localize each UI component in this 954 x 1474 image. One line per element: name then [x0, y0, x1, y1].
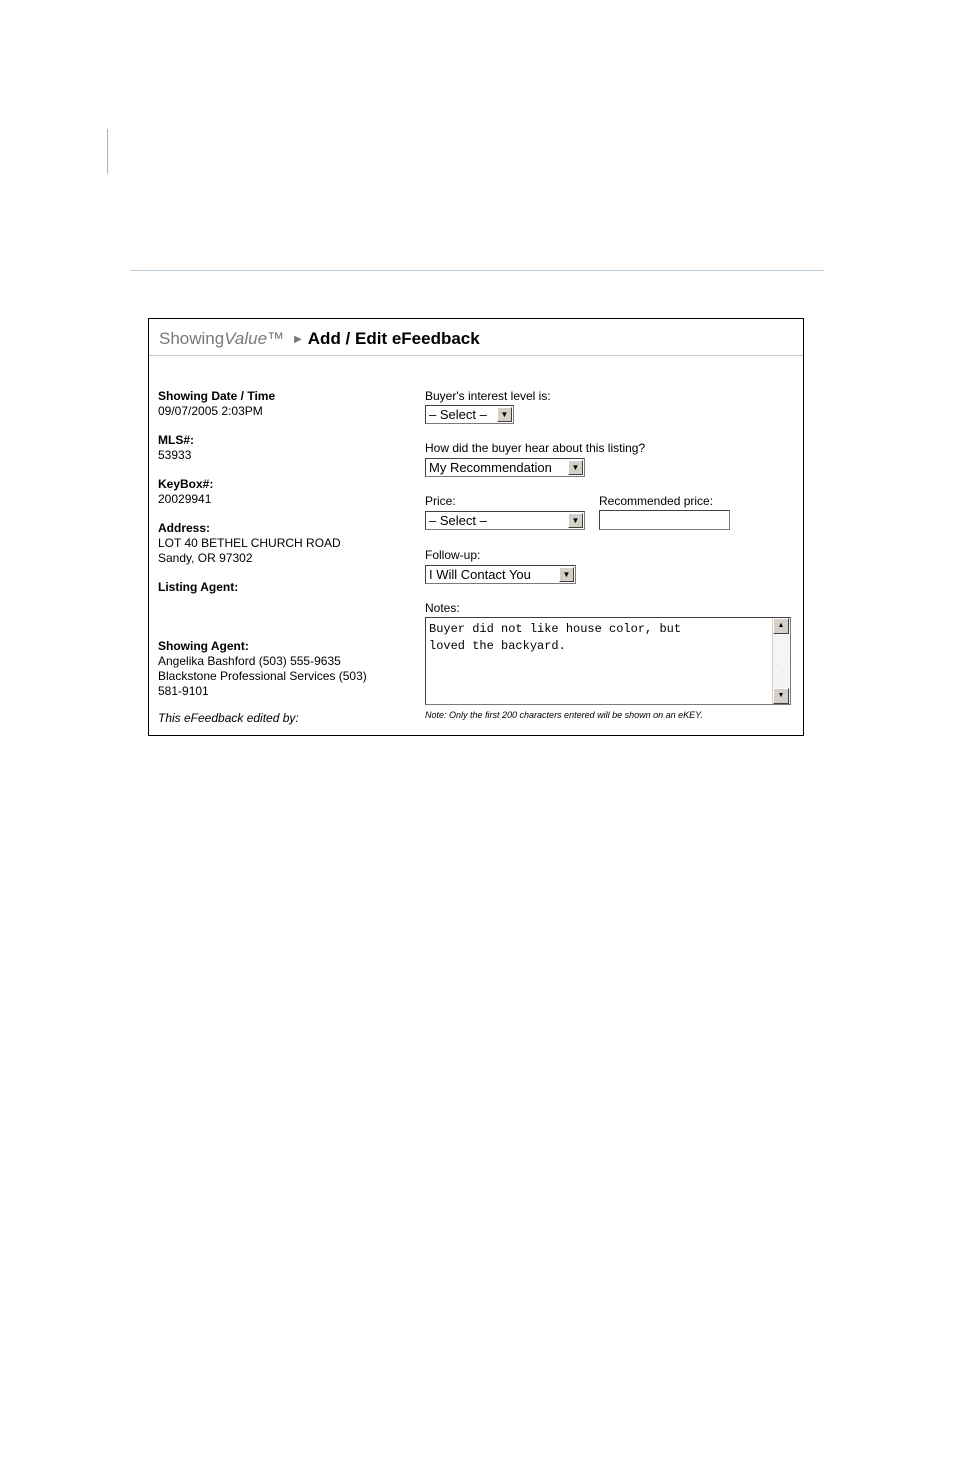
showing-agent-group	[158, 639, 408, 699]
edited-by-label: This eFeedback edited by:	[158, 711, 299, 725]
listing-agent-group	[158, 580, 408, 595]
showing-agent-line1: Angelika Bashford (503) 555-9635	[158, 654, 341, 668]
keybox-group	[158, 477, 408, 507]
showing-agent-label: Showing Agent:	[158, 639, 249, 653]
chevron-down-icon[interactable]: ▼	[568, 460, 583, 475]
showing-agent-line2: Blackstone Professional Services (503)	[158, 669, 367, 683]
keybox-value: 20029941	[158, 492, 212, 506]
recommended-price-input[interactable]	[599, 510, 730, 530]
interest-level-select[interactable]: – Select – ▼	[425, 405, 514, 424]
showing-agent-line3: 581-9101	[158, 684, 209, 698]
page-title: Add / Edit eFeedback	[307, 329, 480, 348]
follow-up-label: Follow-up:	[425, 548, 481, 562]
showing-date-group	[158, 389, 408, 419]
recommended-price-label: Recommended price:	[599, 494, 714, 508]
chevron-down-icon[interactable]: ▼	[559, 567, 574, 582]
chevron-down-icon[interactable]: ▼	[568, 513, 583, 528]
mls-label: MLS#:	[158, 433, 194, 447]
scroll-up-icon[interactable]: ▲	[773, 618, 789, 634]
showing-date-label: Showing Date / Time	[158, 389, 276, 403]
address-group	[158, 521, 408, 566]
scroll-down-icon[interactable]: ▼	[773, 688, 789, 704]
mls-group	[158, 433, 408, 463]
notes-scrollbar[interactable]	[772, 618, 790, 704]
page-margin-bar	[107, 129, 108, 174]
listing-agent-label: Listing Agent:	[158, 580, 239, 594]
address-line2: Sandy, OR 97302	[158, 551, 253, 565]
page-header-rule	[130, 270, 824, 271]
brand-logo: ShowingValue™	[159, 329, 285, 348]
interest-level-label: Buyer's interest level is:	[425, 389, 551, 403]
price-label: Price:	[425, 494, 456, 508]
notes-textarea[interactable]	[425, 617, 791, 705]
keybox-label: KeyBox#:	[158, 477, 214, 491]
notes-character-note: Note: Only the first 200 characters entered will be shown on an eKEY.	[425, 710, 703, 720]
notes-text[interactable]: Buyer did not like house color, but loved the backyard.	[429, 622, 682, 653]
efeedback-panel	[148, 318, 804, 736]
notes-label: Notes:	[425, 601, 460, 615]
title-divider	[149, 355, 803, 356]
chevron-down-icon[interactable]: ▼	[497, 407, 512, 422]
hear-about-select[interactable]: My Recommendation ▼	[425, 458, 585, 477]
showing-info	[158, 389, 408, 713]
showing-date-value: 09/07/2005 2:03PM	[158, 404, 263, 418]
mls-value: 53933	[158, 448, 192, 462]
follow-up-select[interactable]: I Will Contact You ▼	[425, 565, 576, 584]
hear-about-label: How did the buyer hear about this listing?	[425, 441, 646, 455]
address-label: Address:	[158, 521, 211, 535]
panel-title	[159, 327, 480, 351]
address-line1: LOT 40 BETHEL CHURCH ROAD	[158, 536, 341, 550]
price-select[interactable]: – Select – ▼	[425, 511, 585, 530]
triangle-right-icon: ▶	[294, 334, 302, 345]
